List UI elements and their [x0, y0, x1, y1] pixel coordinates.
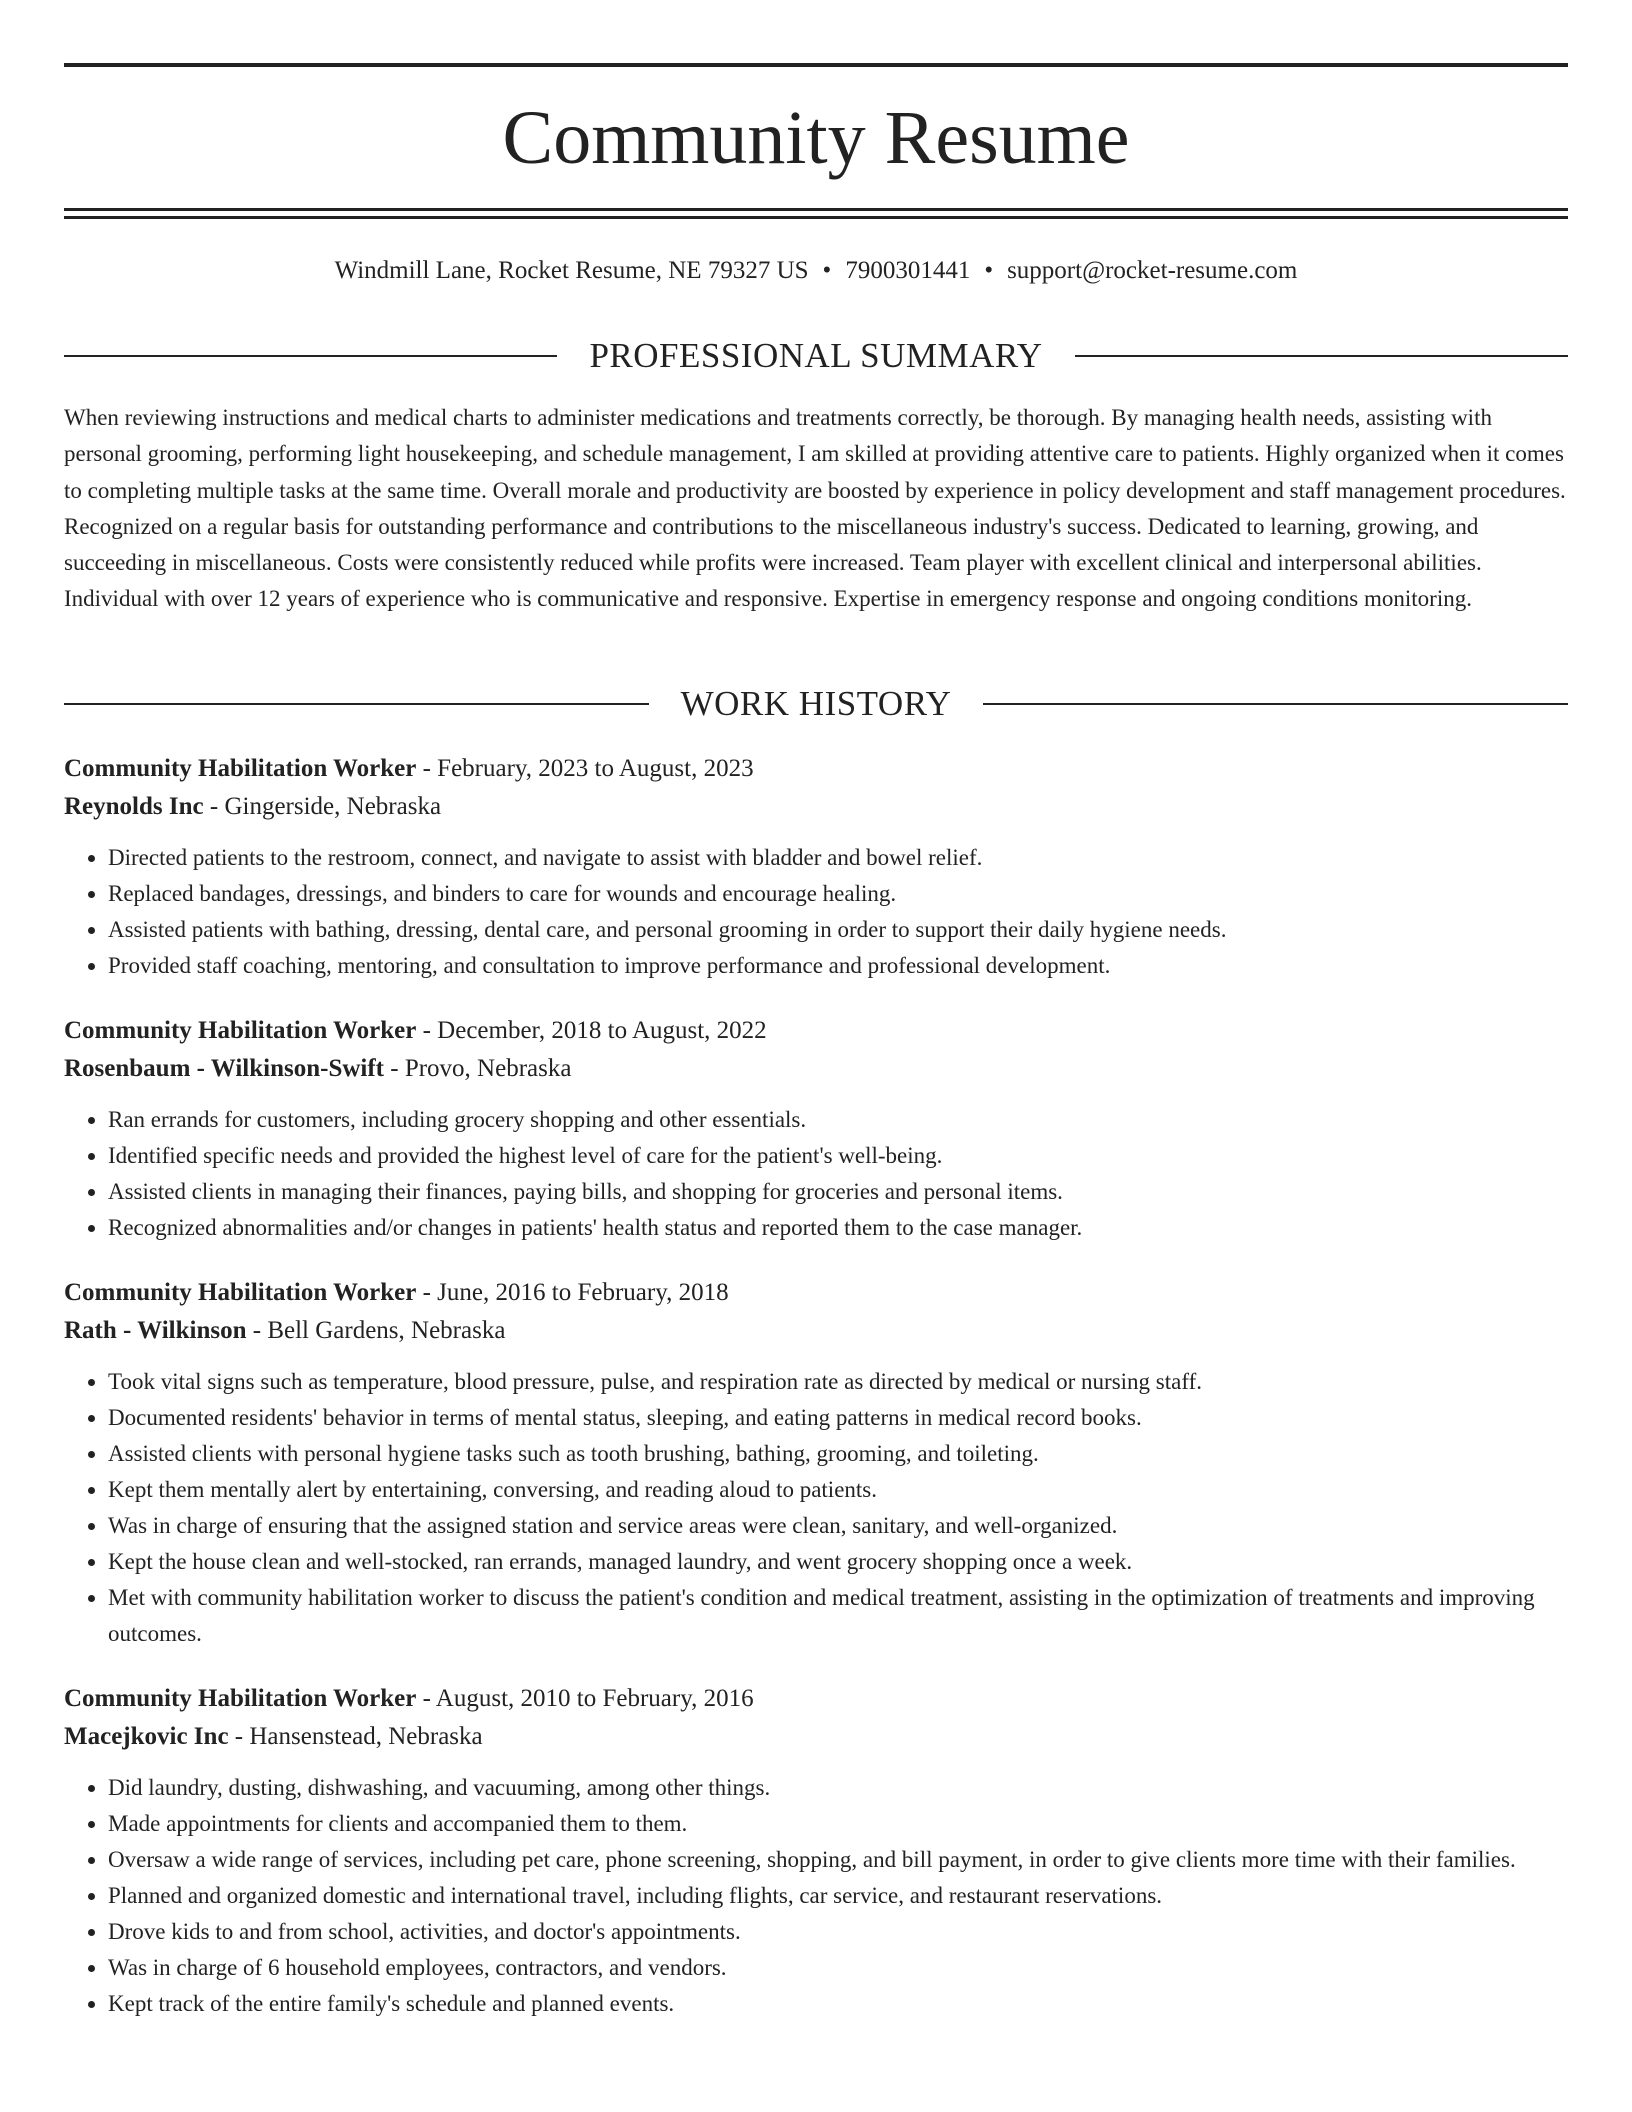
job-entry	[64, 1012, 1568, 1246]
contact-line	[64, 254, 1568, 288]
contact-separator: •	[822, 257, 832, 284]
title-rule-upper	[64, 208, 1568, 211]
job-title: Community Habilitation Worker	[64, 755, 417, 782]
work-history-list	[64, 750, 1568, 2050]
job-company-line	[64, 788, 1568, 826]
job-dash: -	[384, 1055, 405, 1082]
job-dash: -	[416, 1017, 438, 1044]
job-location: Gingerside, Nebraska	[224, 793, 442, 820]
job-dash: -	[246, 1317, 268, 1344]
job-bullets	[64, 1102, 1568, 1246]
job-company: Rosenbaum - Wilkinson-Swift	[64, 1055, 384, 1082]
job-bullets	[64, 1364, 1568, 1652]
job-bullet: • Planned and organized domestic and international travel, including flights, car service, and restaurant reservations.	[108, 1878, 1568, 1914]
job-title-line	[64, 1680, 1568, 1718]
job-entry	[64, 1274, 1568, 1652]
job-bullet: • Took vital signs such as temperature, blood pressure, pulse, and respiration rate as directed by medical or nursing staff.	[108, 1364, 1568, 1400]
job-location: Hansenstead, Nebraska	[249, 1723, 483, 1750]
job-dates: June, 2016 to February, 2018	[437, 1279, 729, 1306]
heading-rule-right	[1075, 355, 1568, 357]
job-bullets	[64, 1770, 1568, 2022]
job-entry	[64, 1680, 1568, 2022]
heading-rule-left	[64, 355, 557, 357]
job-title-line	[64, 750, 1568, 788]
job-bullets	[64, 840, 1568, 984]
contact-phone: 7900301441	[845, 257, 971, 284]
job-dash: -	[416, 755, 438, 782]
job-bullet: • Was in charge of 6 household employees, contractors, and vendors.	[108, 1950, 1568, 1986]
summary-text: When reviewing instructions and medical charts to administer medications and treatments correctly, be thorough. By managing health needs, assisting with personal grooming, performing light housekeeping, and schedule management, I am skilled at providing attentive care to patients. Highly organized when it comes to completing multiple tasks at the same time. Overall morale and productivity are boosted by experience in policy development and staff management procedures. Recognized on a regular basis for outstanding performance and contributions to the miscellaneous industry's success. Dedicated to learning, growing, and succeeding in miscellaneous. Costs were consistently reduced while profits were increased. Team player with excellent clinical and interpersonal abilities. Individual with over 12 years of experience who is communicative and responsive. Expertise in emergency response and ongoing conditions monitoring.	[64, 405, 1566, 612]
job-company: Rath - Wilkinson	[64, 1317, 247, 1344]
job-title: Community Habilitation Worker	[64, 1685, 417, 1712]
job-dates: August, 2010 to February, 2016	[435, 1685, 754, 1712]
job-bullet: • Identified specific needs and provided the highest level of care for the patient's well-being.	[108, 1138, 1568, 1174]
heading-rule-right	[983, 703, 1568, 705]
title-rule-lower	[64, 216, 1568, 219]
job-company-line	[64, 1718, 1568, 1756]
contact-separator: •	[984, 257, 994, 284]
resume-title: Community Resume	[502, 96, 1130, 180]
heading-rule-left	[64, 703, 649, 705]
job-bullet: • Assisted clients in managing their finances, paying bills, and shopping for groceries and personal items.	[108, 1174, 1568, 1210]
job-dates: December, 2018 to August, 2022	[437, 1017, 767, 1044]
job-bullet: • Did laundry, dusting, dishwashing, and vacuuming, among other things.	[108, 1770, 1568, 1806]
job-bullet: • Kept them mentally alert by entertaining, conversing, and reading aloud to patients.	[108, 1472, 1568, 1508]
job-title: Community Habilitation Worker	[64, 1279, 417, 1306]
job-bullet: • Was in charge of ensuring that the assigned station and service areas were clean, sanitary, and well-organized.	[108, 1508, 1568, 1544]
work-history-heading	[64, 682, 1568, 726]
contact-address: Windmill Lane, Rocket Resume, NE 79327 US	[334, 257, 809, 284]
summary-heading	[64, 334, 1568, 378]
work-history-heading-label: WORK HISTORY	[680, 684, 952, 723]
job-title: Community Habilitation Worker	[64, 1017, 417, 1044]
job-bullet: • Assisted clients with personal hygiene tasks such as tooth brushing, bathing, grooming, and toileting.	[108, 1436, 1568, 1472]
job-bullet: • Oversaw a wide range of services, including pet care, phone screening, shopping, and bill payment, in order to give clients more time with their families.	[108, 1842, 1568, 1878]
job-bullet: • Kept the house clean and well-stocked, ran errands, managed laundry, and went grocery shopping once a week.	[108, 1544, 1568, 1580]
job-company: Reynolds Inc	[64, 793, 204, 820]
job-dash: -	[203, 793, 225, 820]
job-location: Bell Gardens, Nebraska	[267, 1317, 506, 1344]
job-title-line	[64, 1274, 1568, 1312]
job-bullet: • Assisted patients with bathing, dressing, dental care, and personal grooming in order to support their daily hygiene needs.	[108, 912, 1568, 948]
job-bullet: • Made appointments for clients and accompanied them to them.	[108, 1806, 1568, 1842]
job-entry	[64, 750, 1568, 984]
job-company: Macejkovic Inc	[64, 1723, 229, 1750]
job-company-line	[64, 1050, 1568, 1088]
job-title-line	[64, 1012, 1568, 1050]
job-bullet: • Ran errands for customers, including grocery shopping and other essentials.	[108, 1102, 1568, 1138]
job-bullet: • Kept track of the entire family's schedule and planned events.	[108, 1986, 1568, 2022]
job-location: Provo, Nebraska	[404, 1055, 572, 1082]
summary-heading-label: PROFESSIONAL SUMMARY	[589, 336, 1043, 375]
job-bullet: • Provided staff coaching, mentoring, and consultation to improve performance and professional development.	[108, 948, 1568, 984]
job-bullet: • Documented residents' behavior in terms of mental status, sleeping, and eating patterns in medical record books.	[108, 1400, 1568, 1436]
job-company-line	[64, 1312, 1568, 1350]
job-dash: -	[228, 1723, 250, 1750]
job-dates: February, 2023 to August, 2023	[437, 755, 754, 782]
top-rule	[64, 63, 1568, 67]
contact-email: support@rocket-resume.com	[1007, 257, 1298, 284]
job-bullet: • Met with community habilitation worker to discuss the patient's condition and medical treatment, assisting in the optimization of treatments and improving outcomes.	[108, 1580, 1568, 1652]
job-dash: -	[416, 1279, 438, 1306]
job-dash: -	[416, 1685, 436, 1712]
job-bullet: • Directed patients to the restroom, connect, and navigate to assist with bladder and bowel relief.	[108, 840, 1568, 876]
job-bullet: • Drove kids to and from school, activities, and doctor's appointments.	[108, 1914, 1568, 1950]
job-bullet: • Recognized abnormalities and/or changes in patients' health status and reported them to the case manager.	[108, 1210, 1568, 1246]
job-bullet: • Replaced bandages, dressings, and binders to care for wounds and encourage healing.	[108, 876, 1568, 912]
